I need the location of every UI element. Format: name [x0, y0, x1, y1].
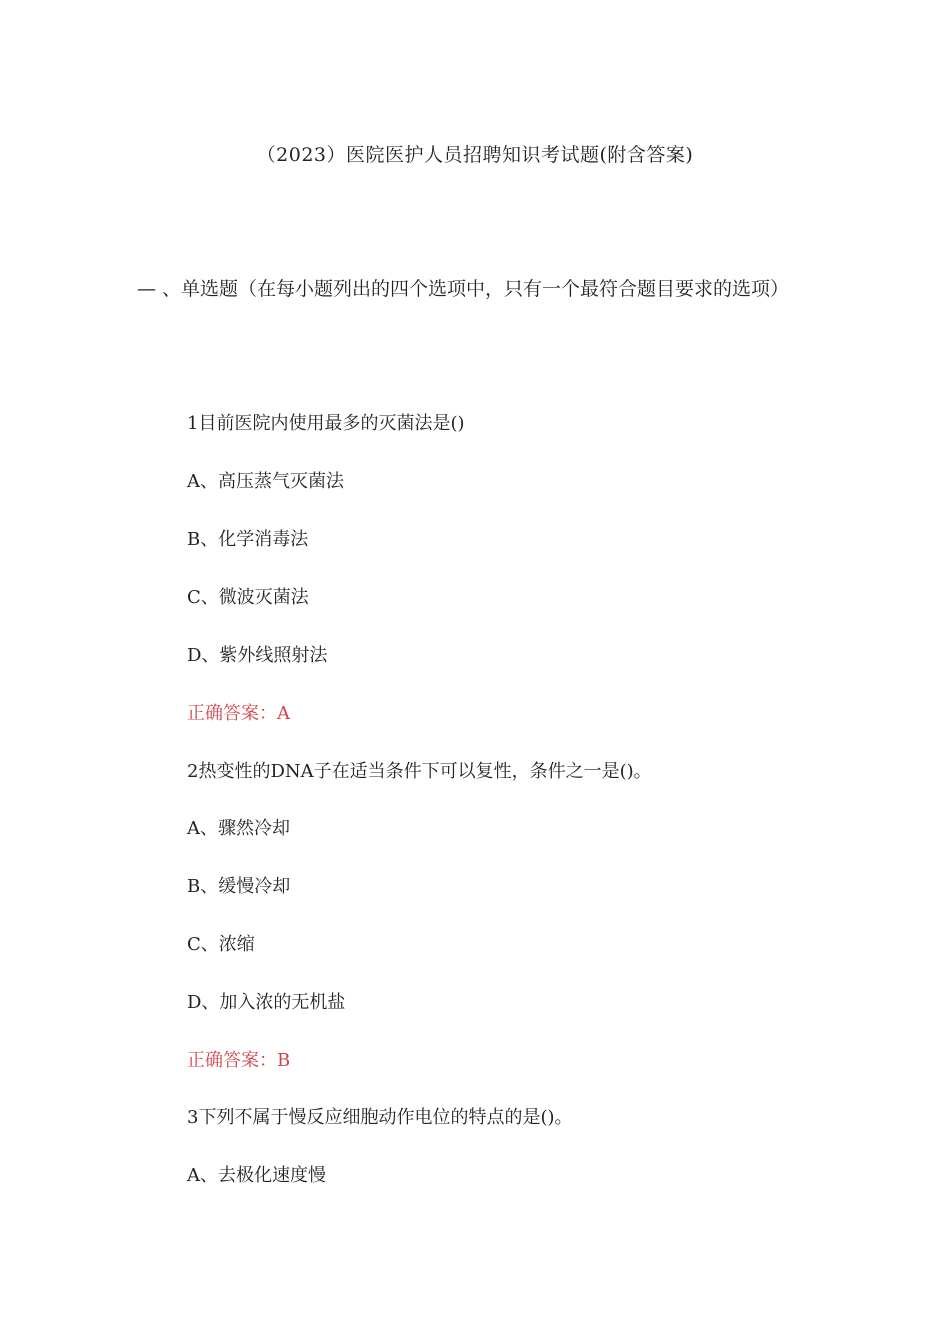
question-1-option-b: B、化学消毒法: [187, 529, 309, 550]
section-heading: — 、单选题（在每小题列出的四个选项中，只有一个最符合题目要求的选项）: [137, 278, 790, 300]
question-2-option-d: D、加入浓的无机盐: [187, 992, 346, 1013]
question-2-stem: 2热变性的DNA子在适当条件下可以复性，条件之一是()。: [187, 761, 652, 782]
question-2-option-b: B、缓慢冷却: [187, 876, 291, 897]
question-2-answer: 正确答案：B: [187, 1050, 291, 1071]
question-1-stem: 1目前医院内使用最多的灭菌法是(): [187, 413, 465, 434]
question-2-option-c: C、浓缩: [187, 934, 255, 955]
question-1-answer: 正确答案：A: [187, 703, 290, 724]
question-1-option-d: D、紫外线照射法: [187, 645, 328, 666]
question-3-stem: 3下列不属于慢反应细胞动作电位的特点的是()。: [187, 1107, 573, 1128]
question-2-option-a: A、骤然冷却: [187, 818, 290, 839]
question-1-option-c: C、微波灭菌法: [187, 587, 309, 608]
question-3-option-a: A、去极化速度慢: [187, 1165, 326, 1186]
question-1-option-a: A、高压蒸气灭菌法: [187, 471, 344, 492]
document-title: （2023）医院医护人员招聘知识考试题(附含答案): [256, 144, 694, 166]
